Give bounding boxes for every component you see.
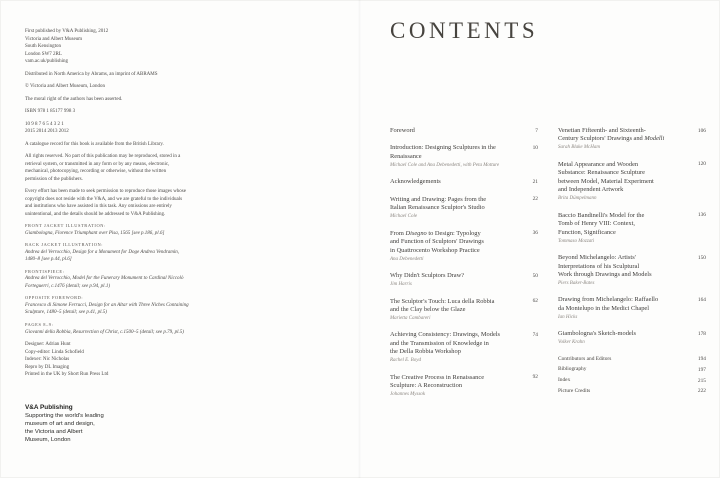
toc-entry-title: Writing and Drawing: Pages from the Italian Renaissance Sculptor's Studio	[390, 195, 487, 212]
toc-entry-main	[390, 298, 521, 323]
toc-entry-page: 50	[532, 272, 538, 279]
toc-entry-author: Michael Cole and Ana Debenedetti, with Peta Motture	[390, 162, 500, 168]
toc-entry-title: Introduction: Designing Sculptures in the Renaissance	[390, 144, 496, 160]
toc-entry-main	[558, 161, 689, 203]
toc-entry-title: The Sculptor's Touch: Luca della Robbia and the Clay below the Glaze	[390, 297, 495, 313]
toc-entry-main	[390, 196, 521, 221]
imprint-caption-block	[25, 269, 189, 291]
toc-entry-page: 136	[697, 212, 706, 219]
publisher-block	[25, 404, 135, 445]
toc-entry	[558, 254, 706, 287]
toc-entry-main	[390, 374, 521, 399]
toc-entry-main	[558, 377, 689, 384]
toc-entry-page: 106	[697, 127, 706, 134]
toc-entry	[390, 374, 538, 399]
imprint-block	[25, 28, 189, 384]
toc-entry-author: Piers Baker-Bates	[558, 280, 595, 286]
toc-entry	[390, 298, 538, 323]
toc-entry-author: Johannes Myssok	[390, 392, 426, 398]
toc-entry-title: Foreword	[390, 127, 415, 134]
imprint-caption-block	[25, 322, 189, 336]
toc-entry-title: Contributors and Editors	[558, 355, 612, 362]
toc-entry-main	[558, 356, 689, 363]
toc-entry	[558, 377, 706, 384]
toc-entry	[558, 212, 706, 245]
toc-entry	[558, 127, 706, 152]
toc-entry-page: 215	[697, 377, 706, 384]
toc-entry-author: Michael Cole	[390, 214, 418, 220]
toc-entry	[558, 161, 706, 203]
imprint-paragraph: Distributed in North America by Abrams, an imprint of ABRAMS	[25, 71, 158, 77]
toc-entry-title: Achieving Consistency: Drawings, Models and the Transmission of Knowledge in the Della Robbia Workshop	[390, 331, 501, 356]
toc-entry-title: Baccio Bandinelli's Model for the Tomb of Henry VIII: Context, Function, Significance	[558, 211, 645, 236]
toc-entry-author: Volker Krahn	[558, 340, 585, 346]
caption-text: Francesco di Simone Ferrucci, Design for an Altar with Three Niches Containing Sculpture, 1480–5 (detail; see p.41, pl.5)	[25, 302, 189, 316]
toc-entry-main	[390, 127, 521, 135]
toc-entry-title: The Creative Process in Renaissance Sculpture: A Reconstruction	[390, 373, 485, 390]
toc-entry-title: Acknowledgements	[390, 178, 441, 186]
toc-entry-title: Bibliography	[558, 366, 587, 373]
imprint-paragraph: Designer: Adrian Hunt Copy-editor: Linda Schofield Indexer: Nic Nicholas Repro by DL Imaging Printed in the UK by Short Run Press Ltd	[25, 342, 109, 378]
toc-entry-main	[558, 212, 689, 245]
imprint-paragraph: First published by V&A Publishing, 2012 Victoria and Albert Museum South Kensington London SW7 2RL vam.ac.uk/publishing	[25, 29, 109, 64]
toc-entry-page: 92	[532, 374, 538, 381]
toc-entry	[390, 272, 538, 288]
toc-entry-main	[558, 330, 689, 346]
toc-entry	[558, 388, 706, 395]
toc-entry	[558, 296, 706, 321]
caption-label: FRONTISPIECE:	[25, 268, 65, 274]
caption-text: Andrea del Verrocchio, Design for a Monument for Doge Andrea Vendramin, 1480–8 [see p.44, pl.6]	[25, 249, 180, 263]
toc-entry-author: Tommaso Mozzati	[558, 238, 595, 244]
toc-entry-main	[558, 366, 689, 373]
caption-text: Giovanni della Robbia, Resurrection of Christ, c.1500–5 (detail; see p.79, pl.5)	[25, 329, 184, 335]
toc-entry	[558, 330, 706, 346]
toc-entry-title: Drawing from Michelangelo: Raffaello da Montelupo in the Medici Chapel	[558, 296, 659, 312]
toc-entry	[390, 144, 538, 169]
publisher-tagline: Supporting the world's leading museum of art and design, the Victoria and Albert Museum, London	[25, 413, 104, 443]
toc-entry-main	[390, 230, 521, 263]
toc-entry-page: 36	[532, 230, 538, 237]
toc-entry-page: 7	[535, 127, 538, 134]
caption-text: Andrea del Verrocchio, Model for the Funerary Monument to Cardinal Niccolò Forteguerri, c.1476 (detail; see p.94, pl.1)	[25, 276, 184, 289]
page-gutter	[358, 0, 361, 478]
toc-entry-author: Brita Dümpelmann	[558, 196, 597, 202]
toc-entry-page: 62	[532, 298, 538, 305]
caption-label: PAGES 8–9:	[25, 321, 54, 327]
toc-entry-title: Beyond Michelangelo: Artists' Interpretations of his Sculptural Work through Drawings and Models	[558, 254, 652, 278]
toc-entry	[558, 366, 706, 373]
toc-entry	[390, 127, 538, 135]
toc-entry-title: Index	[558, 377, 571, 384]
toc-entry-author: Sarah Blake McHam	[558, 145, 600, 151]
toc-entry-page: 120	[697, 161, 706, 168]
toc-entry-main	[558, 254, 689, 287]
imprint-paragraph: Every effort has been made to seek permission to reproduce those images whose copyright does not reside with the V&A, and we are grateful to the individuals and institutions who have assisted in this task. Any omissions are entirely unintentional, and the details should be addressed to V&A Publishing.	[25, 189, 186, 217]
caption-label: FRONT JACKET ILLUSTRATION:	[25, 223, 106, 228]
caption-label: OPPOSITE FOREWORD:	[25, 295, 84, 301]
toc-entry-page: 178	[697, 330, 706, 337]
toc-entry	[390, 331, 538, 364]
toc-entry-title: Metal Appearance and Wooden Substance: Renaissance Sculpture between Model, Material Experiment and Independent Artwork	[558, 160, 654, 194]
imprint-paragraph: All rights reserved. No part of this publication may be reproduced, stored in a retrieval system, or transmitted in any form or by any means, electronic, mechanical, photocopying, recording or otherwise, without the written permission of the publishers.	[25, 154, 181, 182]
imprint-paragraph: 10 9 8 7 6 5 4 3 2 1 2015 2014 2013 2012	[25, 121, 69, 134]
toc-entry-main	[558, 296, 689, 321]
imprint-caption-block	[25, 295, 189, 317]
toc-column-right	[558, 127, 706, 398]
publisher-name: V&A Publishing	[25, 404, 73, 411]
toc-entry	[558, 356, 706, 363]
toc-column-left	[390, 127, 538, 408]
toc-entry-author: Ian Hicks	[558, 314, 578, 320]
imprint-paragraph: A catalogue record for this book is available from the British Library.	[25, 141, 164, 147]
toc-entry-title: Venetian Fifteenth- and Sixteenth- Century Sculptors' Drawings and Modelli	[558, 127, 665, 143]
toc-entry-author: Jim Harris	[390, 282, 412, 288]
toc-entry-page: 21	[532, 178, 538, 185]
imprint-paragraph: The moral right of the authors has been asserted.	[25, 96, 123, 102]
toc-entry-main	[390, 331, 521, 364]
toc-entry-page: 74	[532, 331, 538, 338]
contents-title: CONTENTS	[390, 18, 539, 43]
toc-entry-title: Giambologna's Sketch-models	[558, 330, 637, 338]
toc-entry-author: Marietta Cambareri	[390, 315, 431, 321]
imprint-caption-block	[25, 242, 189, 264]
toc-entry-page: 22	[532, 196, 538, 203]
caption-label: BACK JACKET ILLUSTRATION:	[25, 242, 104, 248]
toc-entry	[390, 178, 538, 186]
toc-entry-main	[558, 127, 689, 152]
toc-entry-author: Ana Debenedetti	[390, 256, 424, 262]
toc-entry	[390, 196, 538, 221]
toc-entry-page: 10	[532, 144, 538, 151]
toc-entry-page: 222	[697, 388, 706, 395]
toc-entry-title: From Disegno to Design: Typology and Function of Sculptors' Drawings in Quattrocento Workshop Practice	[390, 229, 484, 254]
toc-entry	[390, 230, 538, 263]
toc-entry-title: Picture Credits	[558, 387, 591, 394]
toc-entry-page: 150	[697, 254, 706, 261]
imprint-caption-block	[25, 223, 189, 237]
toc-entry-main	[558, 388, 689, 395]
toc-entry-author: Rachel E. Boyd	[390, 358, 421, 364]
toc-entry-title: Why Didn't Sculptors Draw?	[390, 272, 465, 280]
toc-entry-main	[390, 272, 521, 288]
caption-text: Giambologna, Florence Triumphant over Pisa, 1565 [see p.186, pl.6]	[25, 230, 165, 236]
toc-entry-main	[390, 178, 521, 186]
toc-entry-page: 197	[697, 366, 706, 373]
toc-entry-page: 194	[697, 356, 706, 363]
imprint-paragraph: © Victoria and Albert Museum, London	[25, 84, 106, 89]
toc-entry-page: 164	[697, 296, 706, 303]
toc-entry-main	[390, 144, 521, 169]
imprint-paragraph: ISBN 978 1 85177 998 3	[25, 109, 76, 114]
